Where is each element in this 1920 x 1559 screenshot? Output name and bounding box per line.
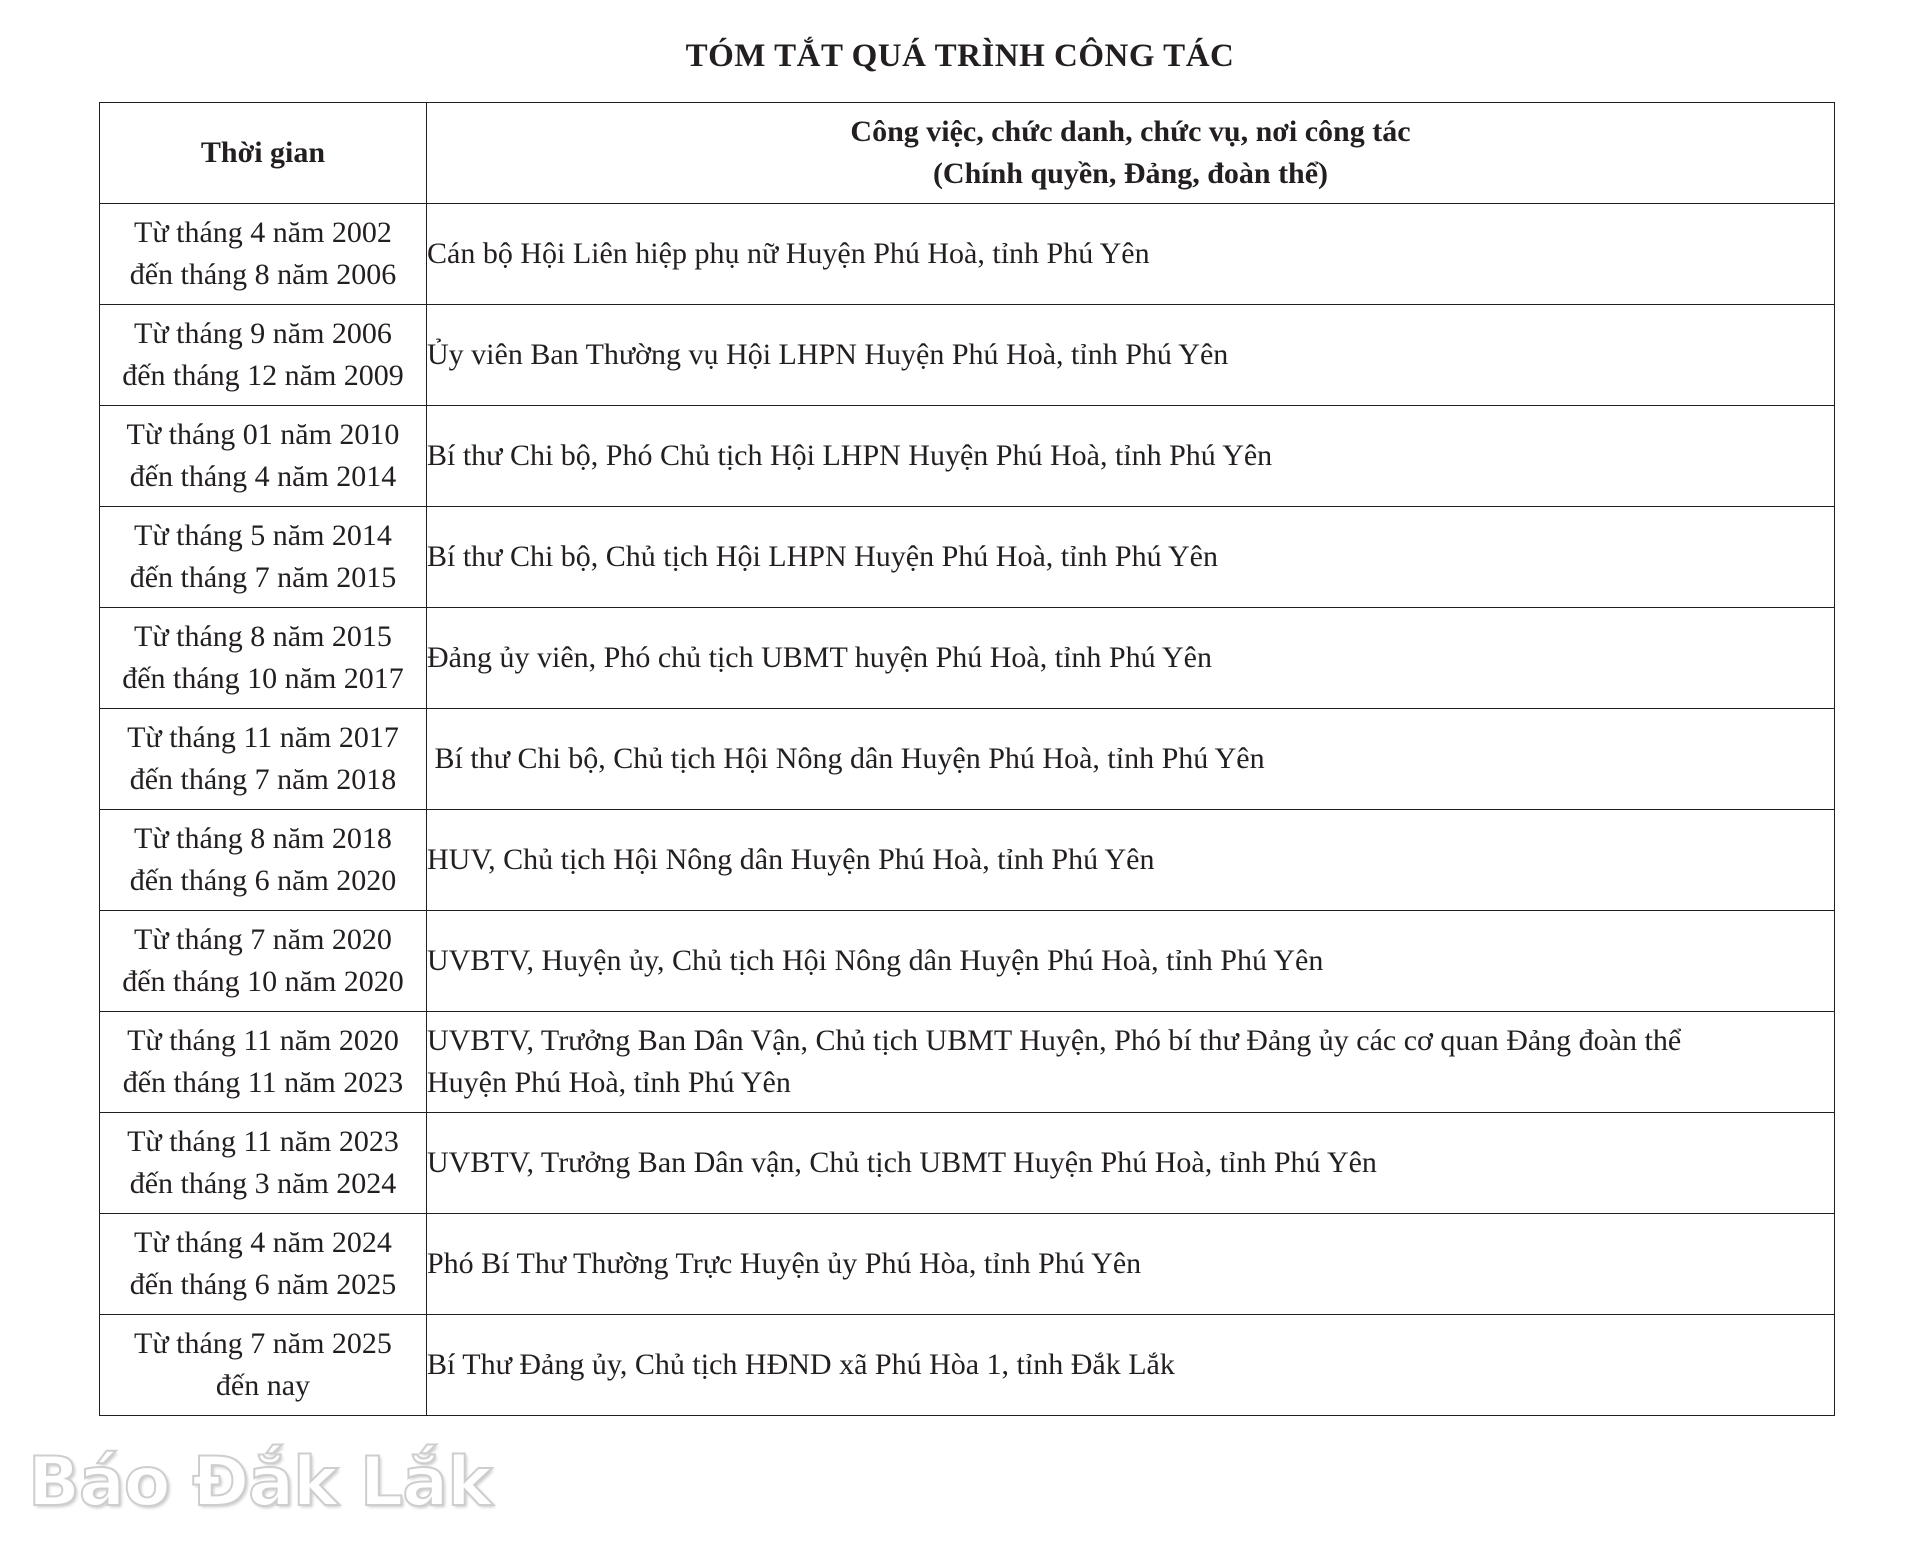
time-from: Từ tháng 11 năm 2017 — [127, 721, 399, 754]
time-to: đến tháng 3 năm 2024 — [129, 1167, 397, 1200]
time-cell — [100, 507, 427, 608]
role-cell — [427, 1113, 1835, 1214]
table-row — [100, 1214, 1835, 1315]
table-row — [100, 608, 1835, 709]
role-text: Bí Thư Đảng ủy, Chủ tịch HĐND xã Phú Hòa 1, tỉnh Đắk Lắk — [427, 1348, 1175, 1381]
role-cell — [427, 1315, 1835, 1416]
role-cell — [427, 608, 1835, 709]
role-text: Cán bộ Hội Liên hiệp phụ nữ Huyện Phú Hoà, tỉnh Phú Yên — [427, 237, 1150, 270]
time-from: Từ tháng 4 năm 2024 — [134, 1226, 392, 1259]
role-cell — [427, 406, 1835, 507]
role-cell — [427, 507, 1835, 608]
table-body — [100, 204, 1835, 1416]
role-text: UVBTV, Trưởng Ban Dân Vận, Chủ tịch UBMT Huyện, Phó bí thư Đảng ủy các cơ quan Đảng đoàn thể — [427, 1024, 1682, 1057]
time-cell — [100, 1113, 427, 1214]
table-header-row — [100, 103, 1835, 204]
time-cell — [100, 911, 427, 1012]
table-row — [100, 507, 1835, 608]
time-cell — [100, 709, 427, 810]
time-from: Từ tháng 5 năm 2014 — [134, 519, 392, 552]
role-cell — [427, 204, 1835, 305]
time-from: Từ tháng 4 năm 2002 — [134, 216, 392, 249]
table-row — [100, 406, 1835, 507]
role-text: UVBTV, Trưởng Ban Dân vận, Chủ tịch UBMT Huyện Phú Hoà, tỉnh Phú Yên — [427, 1146, 1377, 1179]
role-text: Bí thư Chi bộ, Phó Chủ tịch Hội LHPN Huyện Phú Hoà, tỉnh Phú Yên — [427, 439, 1273, 472]
role-text: HUV, Chủ tịch Hội Nông dân Huyện Phú Hoà, tỉnh Phú Yên — [427, 843, 1155, 876]
time-cell — [100, 204, 427, 305]
time-to: đến tháng 7 năm 2015 — [129, 561, 397, 594]
table-row — [100, 1315, 1835, 1416]
table-row — [100, 305, 1835, 406]
time-cell — [100, 810, 427, 911]
time-cell — [100, 1214, 427, 1315]
header-role-line2: (Chính quyền, Đảng, đoàn thể) — [932, 157, 1329, 190]
role-cell — [427, 911, 1835, 1012]
table-row — [100, 709, 1835, 810]
time-to: đến nay — [215, 1369, 311, 1402]
time-from: Từ tháng 11 năm 2020 — [127, 1024, 399, 1057]
newspaper-watermark-logo: Báo Đắk Lắk — [28, 1443, 492, 1522]
role-text: Huyện Phú Hoà, tỉnh Phú Yên — [427, 1066, 791, 1099]
header-role — [427, 103, 1835, 204]
document-title: TÓM TẮT QUÁ TRÌNH CÔNG TÁC — [685, 38, 1235, 74]
header-time-label: Thời gian — [200, 136, 326, 169]
time-cell — [100, 1012, 427, 1113]
time-to: đến tháng 10 năm 2020 — [122, 965, 404, 998]
time-to: đến tháng 4 năm 2014 — [129, 460, 397, 493]
time-from: Từ tháng 8 năm 2018 — [134, 822, 392, 855]
time-cell — [100, 406, 427, 507]
time-to: đến tháng 7 năm 2018 — [129, 763, 397, 796]
role-cell — [427, 1214, 1835, 1315]
role-cell — [427, 305, 1835, 406]
role-cell — [427, 1012, 1835, 1113]
role-cell — [427, 810, 1835, 911]
table-row — [100, 1012, 1835, 1113]
time-from: Từ tháng 9 năm 2006 — [134, 317, 392, 350]
header-time — [100, 103, 427, 204]
header-role-line1: Công việc, chức danh, chức vụ, nơi công tác — [850, 115, 1411, 148]
time-to: đến tháng 12 năm 2009 — [122, 359, 404, 392]
table-row — [100, 204, 1835, 305]
role-cell — [427, 709, 1835, 810]
time-to: đến tháng 6 năm 2025 — [129, 1268, 397, 1301]
time-to: đến tháng 10 năm 2017 — [122, 662, 404, 695]
role-text: Bí thư Chi bộ, Chủ tịch Hội LHPN Huyện Phú Hoà, tỉnh Phú Yên — [427, 540, 1218, 573]
role-text: Bí thư Chi bộ, Chủ tịch Hội Nông dân Huyện Phú Hoà, tỉnh Phú Yên — [427, 742, 1265, 775]
table-row — [100, 911, 1835, 1012]
role-text: UVBTV, Huyện ủy, Chủ tịch Hội Nông dân Huyện Phú Hoà, tỉnh Phú Yên — [427, 944, 1324, 977]
role-text: Đảng ủy viên, Phó chủ tịch UBMT huyện Phú Hoà, tỉnh Phú Yên — [427, 641, 1212, 674]
table-row — [100, 1113, 1835, 1214]
role-text: Phó Bí Thư Thường Trực Huyện ủy Phú Hòa, tỉnh Phú Yên — [427, 1247, 1142, 1280]
time-to: đến tháng 8 năm 2006 — [129, 258, 397, 291]
time-cell — [100, 305, 427, 406]
career-summary-table — [99, 102, 1835, 1416]
time-from: Từ tháng 8 năm 2015 — [134, 620, 392, 653]
role-text: Ủy viên Ban Thường vụ Hội LHPN Huyện Phú Hoà, tỉnh Phú Yên — [427, 338, 1229, 371]
time-from: Từ tháng 7 năm 2025 — [134, 1327, 392, 1360]
time-to: đến tháng 11 năm 2023 — [122, 1066, 404, 1099]
time-to: đến tháng 6 năm 2020 — [129, 864, 397, 897]
time-from: Từ tháng 01 năm 2010 — [126, 418, 400, 451]
time-from: Từ tháng 7 năm 2020 — [134, 923, 392, 956]
time-cell — [100, 1315, 427, 1416]
time-cell — [100, 608, 427, 709]
table-row — [100, 810, 1835, 911]
time-from: Từ tháng 11 năm 2023 — [127, 1125, 399, 1158]
